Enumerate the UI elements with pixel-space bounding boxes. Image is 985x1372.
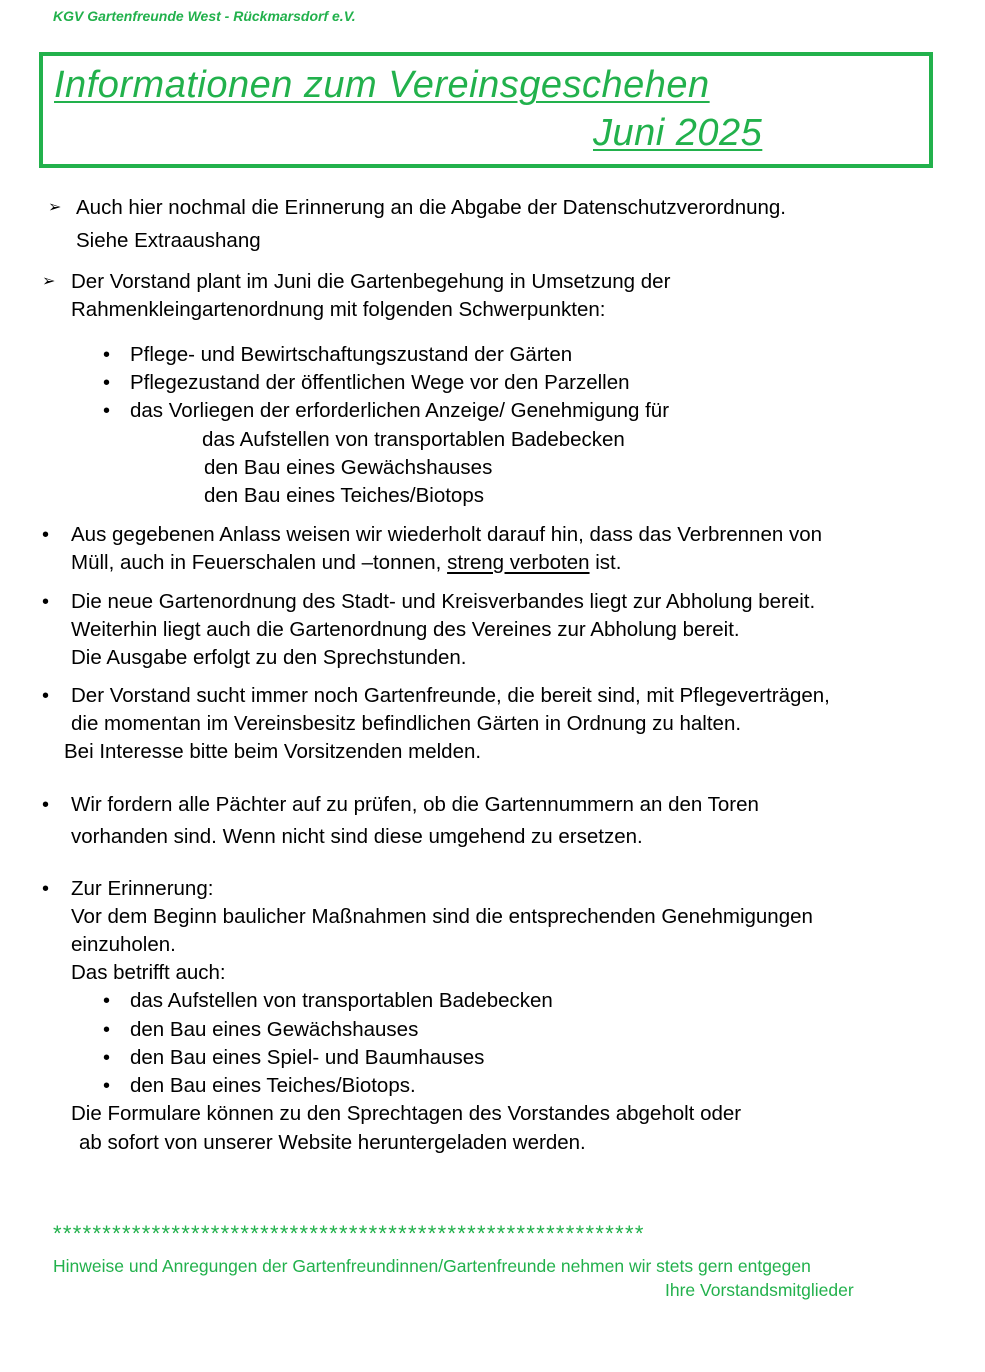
bullet-dot-icon: • xyxy=(42,591,50,613)
arrow-bullet-icon: ➢ xyxy=(48,199,62,216)
section4-line: Die Ausgabe erfolgt zu den Sprechstunden. xyxy=(71,646,467,669)
section3-text: ist. xyxy=(589,551,622,574)
bullet-dot-icon: • xyxy=(42,878,50,900)
title-box xyxy=(39,52,933,168)
section2-line: Der Vorstand plant im Juni die Gartenbegehung in Umsetzung der xyxy=(71,270,671,293)
section3-line: Aus gegebenen Anlass weisen wir wiederholt darauf hin, dass das Verbrennen von xyxy=(71,523,823,546)
list-item: den Bau eines Gewächshauses xyxy=(130,1018,419,1041)
section7-closing: Die Formulare können zu den Sprechtagen des Vorstandes abgeholt oder xyxy=(71,1102,742,1125)
list-item: das Aufstellen von transportablen Badebecken xyxy=(130,989,553,1012)
list-item: Pflegezustand der öffentlichen Wege vor den Parzellen xyxy=(130,371,630,394)
section6-line: vorhanden sind. Wenn nicht sind diese umgehend zu ersetzen. xyxy=(71,825,643,848)
bullet-dot-icon: • xyxy=(103,400,111,422)
arrow-bullet-icon: ➢ xyxy=(42,273,56,290)
section5-line: die momentan im Vereinsbesitz befindlichen Gärten in Ordnung zu halten. xyxy=(71,712,742,735)
footer-note: Hinweise und Anregungen der Gartenfreundinnen/Gartenfreunde nehmen wir stets gern entgegen xyxy=(53,1256,811,1276)
sub-list-item: den Bau eines Gewächshauses xyxy=(204,456,493,479)
bullet-dot-icon: • xyxy=(103,372,111,394)
bullet-dot-icon: • xyxy=(103,1075,111,1097)
section7-line: Vor dem Beginn baulicher Maßnahmen sind die entsprechenden Genehmigungen xyxy=(71,905,813,928)
bullet-dot-icon: • xyxy=(103,1019,111,1041)
section2-line: Rahmenkleingartenordnung mit folgenden Schwerpunkten: xyxy=(71,298,606,321)
page-subtitle-month: Juni 2025 xyxy=(593,112,763,154)
section7-line: Zur Erinnerung: xyxy=(71,877,214,900)
footer-signature: Ihre Vorstandsmitglieder xyxy=(665,1280,854,1300)
bullet-dot-icon: • xyxy=(42,524,50,546)
section1-line: Auch hier nochmal die Erinnerung an die Abgabe der Datenschutzverordnung. xyxy=(76,196,786,219)
bullet-dot-icon: • xyxy=(42,685,50,707)
section6-line: Wir fordern alle Pächter auf zu prüfen, ob die Gartennummern an den Toren xyxy=(71,793,759,816)
section7-line: einzuholen. xyxy=(71,933,176,956)
bullet-dot-icon: • xyxy=(42,794,50,816)
page-title: Informationen zum Vereinsgeschehen xyxy=(54,64,710,106)
list-item: Pflege- und Bewirtschaftungszustand der Gärten xyxy=(130,343,573,366)
bullet-dot-icon: • xyxy=(103,344,111,366)
list-item: den Bau eines Spiel- und Baumhauses xyxy=(130,1046,485,1069)
section5-line: Bei Interesse bitte beim Vorsitzenden melden. xyxy=(64,740,482,763)
sub-list-item: den Bau eines Teiches/Biotops xyxy=(204,484,484,507)
section7-line: Das betrifft auch: xyxy=(71,961,226,984)
section4-line: Weiterhin liegt auch die Gartenordnung des Vereines zur Abholung bereit. xyxy=(71,618,740,641)
emphasis-underlined: streng verboten xyxy=(447,551,590,574)
club-name: KGV Gartenfreunde West - Rückmarsdorf e.V. xyxy=(53,8,356,24)
section7-closing: ab sofort von unserer Website heruntergeladen werden. xyxy=(79,1131,586,1154)
sub-list-item: das Aufstellen von transportablen Badebecken xyxy=(202,428,625,451)
bullet-dot-icon: • xyxy=(103,990,111,1012)
section4-line: Die neue Gartenordnung des Stadt- und Kreisverbandes liegt zur Abholung bereit. xyxy=(71,590,816,613)
list-item: das Vorliegen der erforderlichen Anzeige/ Genehmigung für xyxy=(130,399,670,422)
list-item: den Bau eines Teiches/Biotops. xyxy=(130,1074,416,1097)
star-divider: ************************************************************ xyxy=(53,1221,645,1246)
bullet-dot-icon: • xyxy=(103,1047,111,1069)
section5-line: Der Vorstand sucht immer noch Gartenfreunde, die bereit sind, mit Pflegeverträgen, xyxy=(71,684,830,707)
section3-line xyxy=(71,549,621,577)
section3-text: Müll, auch in Feuerschalen und –tonnen, xyxy=(71,551,448,574)
section1-line: Siehe Extraaushang xyxy=(76,229,261,252)
